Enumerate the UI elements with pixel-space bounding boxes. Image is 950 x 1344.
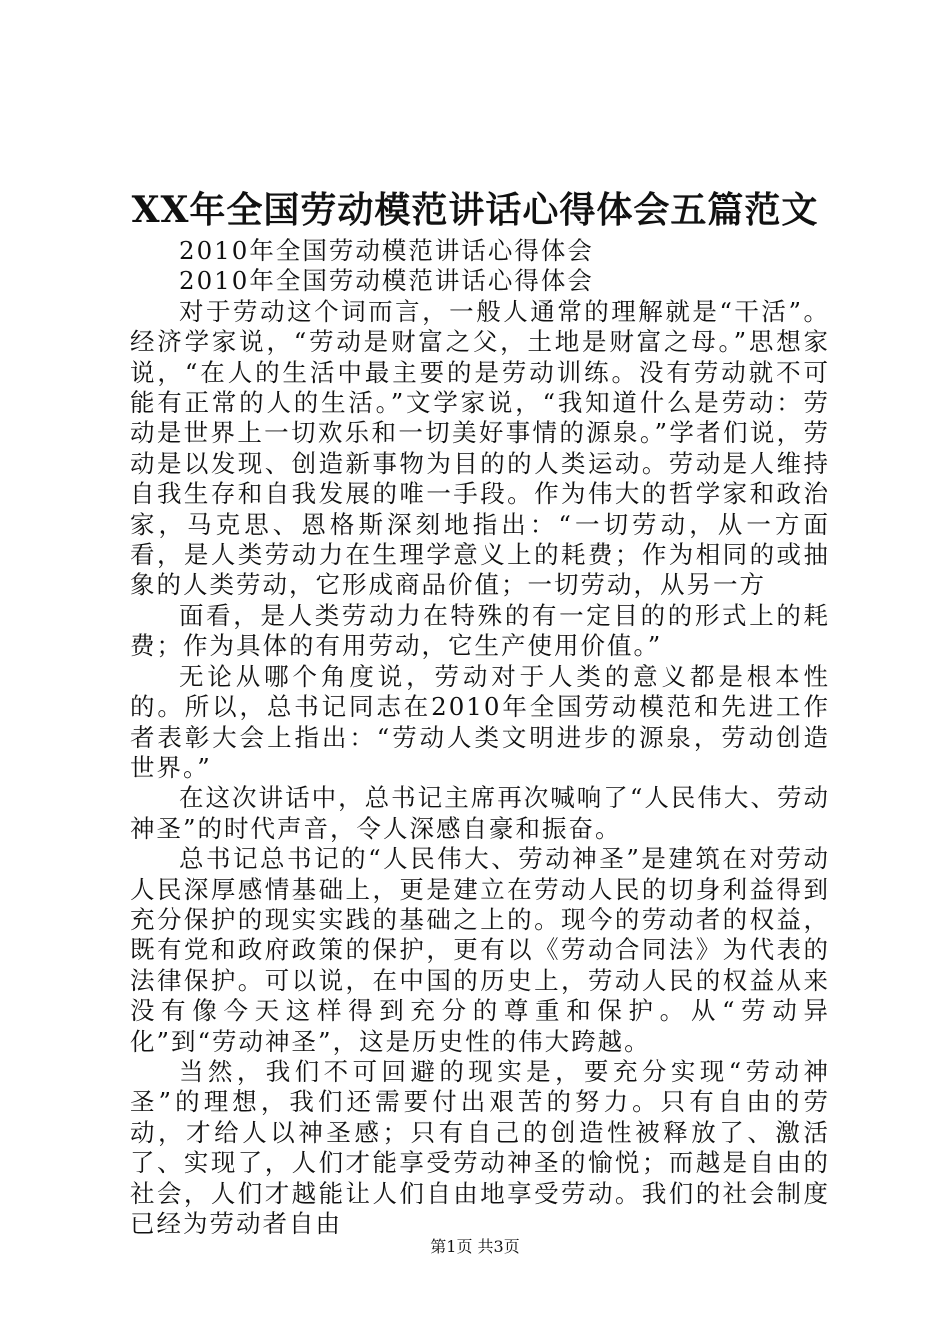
body-paragraph: 总书记总书记的“人民伟大、劳动神圣”是建筑在对劳动人民深厚感情基础上，更是建立在劳动人民的切身利益得到充分保护的现实实践的基础之上的。现今的劳动者的权益，既有党和政府政策的保护，更有以《劳动合同法》为代表的法律保护。可以说，在中国的历史上，劳动人民的权益从来没有像今天这样得到充分的尊重和保护。从“劳动异化”到“劳动神圣”，这是历史性的伟大跨越。 <box>130 844 830 1056</box>
subtitle-line: 2010年全国劳动模范讲话心得体会 <box>179 236 594 265</box>
page-footer: 第1页 共3页 <box>430 1237 520 1256</box>
document-body <box>130 236 830 1239</box>
body-paragraph: 对于劳动这个词而言，一般人通常的理解就是“干活”。经济学家说，“劳动是财富之父，土地是财富之母。”思想家说，“在人的生活中最主要的是劳动训练。没有劳动就不可能有正常的人的生活。”文学家说，“我知道什么是劳动：劳动是世界上一切欢乐和一切美好事情的源泉。”学者们说，劳动是以发现、创造新事物为目的的人类运动。劳动是人维持自我生存和自我发展的唯一手段。作为伟大的哲学家和政治家，马克思、恩格斯深刻地指出：“一切劳动，从一方面看，是人类劳动力在生理学意义上的耗费；作为相同的或抽象的人类劳动，它形成商品价值；一切劳动，从另一方 <box>130 296 830 600</box>
body-paragraph: 面看，是人类劳动力在特殊的有一定目的的形式上的耗费；作为具体的有用劳动，它生产使用价值。” <box>130 600 830 661</box>
body-paragraph: 在这次讲话中，总书记主席再次喊响了“人民伟大、劳动神圣”的时代声音，令人深感自豪和振奋。 <box>130 783 830 843</box>
document-title: XX年全国劳动模范讲话心得体会五篇范文 <box>131 189 819 231</box>
body-paragraph: 当然，我们不可回避的现实是，要充分实现“劳动神圣”的理想，我们还需要付出艰苦的努力。只有自由的劳动，才给人以神圣感；只有自己的创造性被释放了、激活了、实现了，人们才能享受劳动神圣的愉悦；而越是自由的社会，人们才越能让人们自由地享受劳动。我们的社会制度已经为劳动者自由 <box>130 1056 830 1238</box>
body-paragraph: 无论从哪个角度说，劳动对于人类的意义都是根本性的。所以，总书记同志在2010年全国劳动模范和先进工作者表彰大会上指出：“劳动人类文明进步的源泉，劳动创造世界。” <box>130 661 830 782</box>
subtitle-line: 2010年全国劳动模范讲话心得体会 <box>179 266 594 296</box>
